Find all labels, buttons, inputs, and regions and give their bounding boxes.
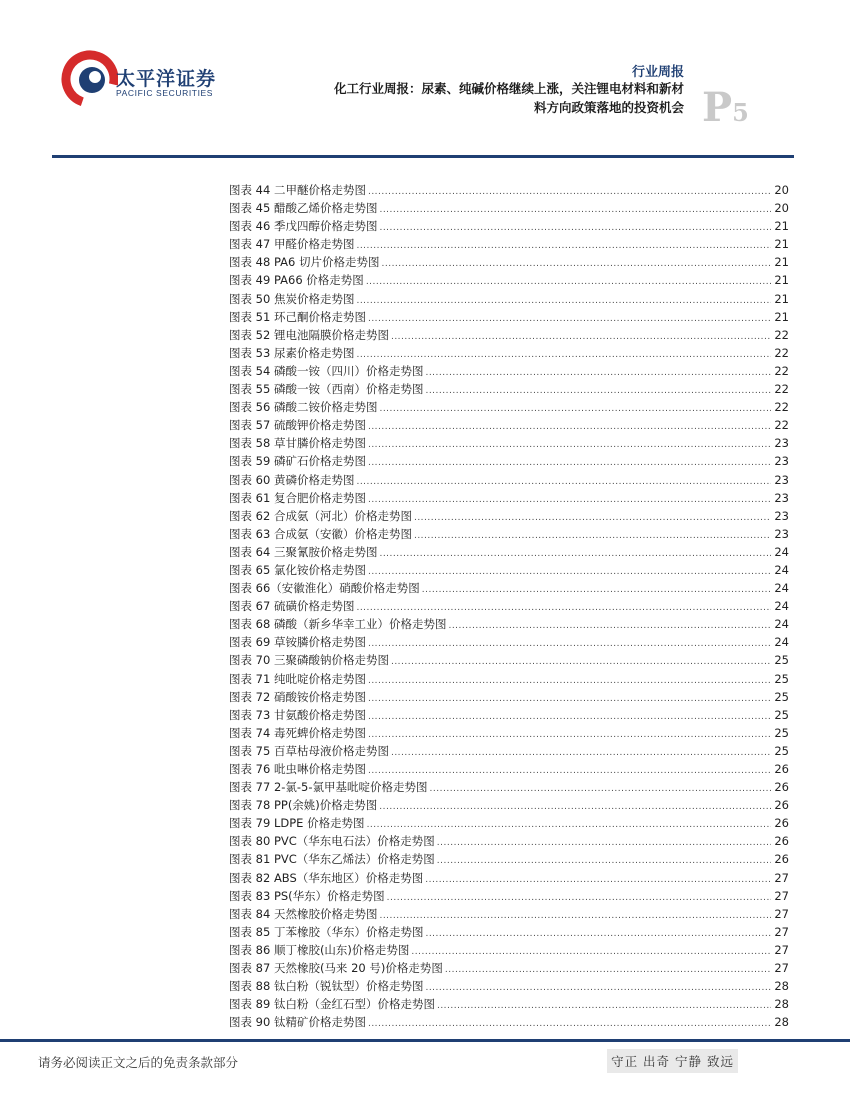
toc-entry[interactable] bbox=[229, 218, 789, 236]
toc-entry-page: 22 bbox=[774, 327, 789, 342]
toc-entry[interactable] bbox=[229, 291, 789, 309]
toc-leader-dots bbox=[368, 440, 771, 450]
header-divider bbox=[52, 155, 794, 158]
toc-entry-page: 22 bbox=[774, 382, 789, 397]
toc-entry-page: 23 bbox=[774, 526, 789, 541]
toc-entry-page: 23 bbox=[774, 490, 789, 505]
toc-leader-dots bbox=[367, 820, 771, 830]
toc-leader-dots bbox=[425, 368, 771, 378]
toc-entry-page: 24 bbox=[774, 581, 789, 596]
toc-entry-page: 22 bbox=[774, 400, 789, 415]
page-number bbox=[702, 84, 749, 131]
report-title bbox=[224, 79, 684, 117]
toc-entry-label: 图表 61 复合肥价格走势图 bbox=[229, 490, 366, 505]
toc-entry-page: 27 bbox=[774, 942, 789, 957]
toc-entry[interactable] bbox=[229, 598, 789, 616]
toc-entry-label: 图表 76 吡虫啉价格走势图 bbox=[229, 762, 366, 776]
toc-entry[interactable] bbox=[229, 689, 789, 707]
logo-mark-icon bbox=[58, 44, 118, 114]
toc-entry-label: 图表 64 三聚氰胺价格走势图 bbox=[229, 544, 378, 559]
toc-entry[interactable] bbox=[229, 797, 789, 815]
toc-entry-page: 24 bbox=[774, 635, 789, 650]
toc-entry-label: 图表 48 PA6 切片价格走势图 bbox=[229, 255, 380, 270]
toc-entry[interactable] bbox=[229, 562, 789, 580]
toc-entry-page: 23 bbox=[774, 436, 789, 451]
toc-leader-dots bbox=[414, 531, 771, 541]
toc-entry-page: 25 bbox=[774, 689, 789, 704]
toc-entry-label: 图表 59 磷矿石价格走势图 bbox=[229, 454, 366, 469]
report-title-line2: 料方向政策落地的投资机会 bbox=[533, 100, 684, 115]
toc-entry-page: 21 bbox=[774, 291, 789, 306]
footer-disclaimer: 请务必阅读正文之后的免责条款部分 bbox=[38, 1055, 239, 1070]
toc-entry-page: 26 bbox=[774, 798, 789, 813]
toc-entry[interactable] bbox=[229, 761, 789, 779]
toc-entry-label: 图表 52 锂电池隔膜价格走势图 bbox=[229, 327, 389, 342]
toc-entry-label: 图表 68 磷酸（新乡华幸工业）价格走势图 bbox=[229, 617, 447, 632]
toc-entry[interactable] bbox=[229, 417, 789, 435]
toc-leader-dots bbox=[356, 296, 771, 306]
toc-entry[interactable] bbox=[229, 960, 789, 978]
toc-entry[interactable] bbox=[229, 870, 789, 888]
toc-leader-dots bbox=[391, 332, 771, 342]
toc-leader-dots bbox=[437, 838, 771, 848]
toc-entry-label: 图表 49 PA66 价格走势图 bbox=[229, 273, 364, 288]
toc-leader-dots bbox=[391, 657, 771, 667]
toc-leader-dots bbox=[379, 549, 771, 559]
toc-entry[interactable] bbox=[229, 544, 789, 562]
toc-leader-dots bbox=[368, 422, 771, 432]
toc-entry[interactable] bbox=[229, 833, 789, 851]
toc-entry-page: 21 bbox=[774, 255, 789, 270]
toc-entry-label: 图表 51 环己酮价格走势图 bbox=[229, 309, 366, 324]
toc-entry-page: 27 bbox=[774, 961, 789, 976]
toc-entry[interactable] bbox=[229, 254, 789, 272]
toc-entry-label: 图表 87 天然橡胶(马来 20 号)价格走势图 bbox=[229, 961, 443, 976]
toc-entry-label: 图表 70 三聚磷酸钠价格走势图 bbox=[229, 653, 389, 668]
toc-leader-dots bbox=[368, 694, 771, 704]
toc-entry[interactable] bbox=[229, 851, 789, 869]
toc-entry-page: 26 bbox=[774, 762, 789, 776]
toc-leader-dots bbox=[437, 1001, 771, 1011]
toc-entry-label: 图表 85 丁苯橡胶（华东）价格走势图 bbox=[229, 924, 424, 939]
toc-leader-dots bbox=[448, 621, 771, 631]
toc-entry-page: 24 bbox=[774, 544, 789, 559]
toc-entry-label: 图表 72 硝酸铵价格走势图 bbox=[229, 689, 366, 704]
toc-entry-label: 图表 90 钛精矿价格走势图 bbox=[229, 1015, 366, 1030]
toc-entry[interactable] bbox=[229, 399, 789, 417]
toc-entry-page: 28 bbox=[774, 1015, 789, 1030]
toc-entry-label: 图表 89 钛白粉（金红石型）价格走势图 bbox=[229, 997, 435, 1012]
toc-entry-label: 图表 84 天然橡胶价格走势图 bbox=[229, 906, 378, 921]
toc-leader-dots bbox=[356, 603, 771, 613]
toc-entry[interactable] bbox=[229, 182, 789, 200]
toc-entry-page: 26 bbox=[774, 816, 789, 831]
toc-leader-dots bbox=[414, 513, 771, 523]
toc-entry-page: 28 bbox=[774, 997, 789, 1012]
toc-entry-page: 25 bbox=[774, 653, 789, 668]
toc-entry-label: 图表 46 季戊四醇价格走势图 bbox=[229, 219, 378, 234]
toc-entry-label: 图表 88 钛白粉（锐钛型）价格走势图 bbox=[229, 979, 424, 994]
toc-entry-label: 图表 83 PS(华东）价格走势图 bbox=[229, 888, 385, 903]
toc-entry-page: 25 bbox=[774, 671, 789, 686]
toc-entry-label: 图表 57 硫酸钾价格走势图 bbox=[229, 418, 366, 433]
toc-entry[interactable] bbox=[229, 453, 789, 471]
toc-entry[interactable] bbox=[229, 634, 789, 652]
toc-leader-dots bbox=[430, 784, 771, 794]
figure-list bbox=[229, 182, 789, 1032]
toc-entry[interactable] bbox=[229, 815, 789, 833]
toc-entry[interactable] bbox=[229, 996, 789, 1014]
toc-leader-dots bbox=[425, 386, 771, 396]
toc-leader-dots bbox=[391, 748, 771, 758]
report-type: 行业周报 bbox=[631, 65, 684, 80]
toc-leader-dots bbox=[356, 241, 771, 251]
toc-entry-page: 20 bbox=[774, 183, 789, 197]
toc-entry-label: 图表 78 PP(余姚)价格走势图 bbox=[229, 798, 378, 813]
toc-entry[interactable] bbox=[229, 616, 789, 634]
toc-leader-dots bbox=[368, 187, 771, 197]
toc-entry[interactable] bbox=[229, 381, 789, 399]
toc-entry-page: 21 bbox=[774, 219, 789, 234]
toc-leader-dots bbox=[368, 458, 771, 468]
toc-entry-label: 图表 56 磷酸二铵价格走势图 bbox=[229, 400, 378, 415]
toc-entry[interactable] bbox=[229, 924, 789, 942]
toc-leader-dots bbox=[379, 404, 771, 414]
toc-entry-page: 24 bbox=[774, 599, 789, 614]
toc-entry-label: 图表 86 顺丁橡胶(山东)价格走势图 bbox=[229, 942, 410, 957]
toc-entry-label: 图表 80 PVC（华东电石法）价格走势图 bbox=[229, 834, 435, 849]
toc-leader-dots bbox=[387, 893, 771, 903]
toc-leader-dots bbox=[379, 223, 771, 233]
toc-entry[interactable] bbox=[229, 707, 789, 725]
toc-entry-label: 图表 47 甲醛价格走势图 bbox=[229, 237, 355, 252]
footer-motto: 守正 出奇 宁静 致远 bbox=[607, 1049, 738, 1073]
toc-leader-dots bbox=[368, 1019, 771, 1029]
toc-entry[interactable] bbox=[229, 888, 789, 906]
toc-entry-page: 26 bbox=[774, 834, 789, 849]
page-number-value: 5 bbox=[732, 98, 749, 127]
toc-entry-label: 图表 69 草铵膦价格走势图 bbox=[229, 635, 366, 650]
toc-entry[interactable] bbox=[229, 942, 789, 960]
toc-entry-page: 25 bbox=[774, 707, 789, 722]
toc-leader-dots bbox=[425, 875, 771, 885]
toc-entry-page: 22 bbox=[774, 345, 789, 360]
toc-entry-page: 25 bbox=[774, 725, 789, 740]
toc-entry-page: 21 bbox=[774, 273, 789, 288]
toc-entry[interactable] bbox=[229, 236, 789, 254]
report-title-line1: 化工行业周报：尿素、纯碱价格继续上涨，关注锂电材料和新材 bbox=[333, 81, 684, 96]
toc-entry-label: 图表 65 氯化铵价格走势图 bbox=[229, 562, 366, 577]
toc-entry[interactable] bbox=[229, 435, 789, 453]
toc-leader-dots bbox=[422, 585, 771, 595]
toc-entry-page: 22 bbox=[774, 418, 789, 433]
toc-entry[interactable] bbox=[229, 779, 789, 797]
toc-leader-dots bbox=[368, 314, 771, 324]
toc-entry[interactable] bbox=[229, 309, 789, 327]
toc-leader-dots bbox=[381, 259, 771, 269]
toc-entry-label: 图表 77 2-氯-5-氯甲基吡啶价格走势图 bbox=[229, 780, 428, 795]
toc-entry-label: 图表 55 磷酸一铵（西南）价格走势图 bbox=[229, 382, 424, 397]
toc-entry[interactable] bbox=[229, 526, 789, 544]
toc-entry-label: 图表 74 毒死蜱价格走势图 bbox=[229, 725, 366, 740]
toc-entry[interactable] bbox=[229, 200, 789, 218]
toc-entry-page: 28 bbox=[774, 979, 789, 994]
toc-leader-dots bbox=[445, 965, 771, 975]
toc-entry-label: 图表 62 合成氨（河北）价格走势图 bbox=[229, 508, 412, 523]
toc-entry-label: 图表 75 百草枯母液价格走势图 bbox=[229, 743, 389, 758]
toc-entry[interactable] bbox=[229, 508, 789, 526]
toc-entry-page: 23 bbox=[774, 508, 789, 523]
toc-entry[interactable] bbox=[229, 363, 789, 381]
toc-entry[interactable] bbox=[229, 1014, 789, 1032]
toc-entry[interactable] bbox=[229, 743, 789, 761]
toc-entry[interactable] bbox=[229, 652, 789, 670]
toc-entry-page: 26 bbox=[774, 780, 789, 795]
toc-entry-page: 24 bbox=[774, 562, 789, 577]
toc-entry-label: 图表 67 硫磺价格走势图 bbox=[229, 599, 355, 614]
toc-leader-dots bbox=[425, 983, 771, 993]
toc-entry-label: 图表 50 焦炭价格走势图 bbox=[229, 291, 355, 306]
toc-entry[interactable] bbox=[229, 472, 789, 490]
toc-leader-dots bbox=[425, 929, 771, 939]
toc-entry-page: 23 bbox=[774, 472, 789, 487]
toc-leader-dots bbox=[368, 766, 771, 776]
toc-entry-page: 20 bbox=[774, 201, 789, 216]
toc-leader-dots bbox=[411, 947, 771, 957]
toc-entry[interactable] bbox=[229, 906, 789, 924]
page-number-prefix: P bbox=[702, 84, 733, 131]
toc-entry-label: 图表 53 尿素价格走势图 bbox=[229, 345, 355, 360]
toc-entry-label: 图表 73 甘氨酸价格走势图 bbox=[229, 707, 366, 722]
toc-entry-label: 图表 79 LDPE 价格走势图 bbox=[229, 816, 365, 831]
toc-entry[interactable] bbox=[229, 272, 789, 290]
toc-entry-label: 图表 60 黄磷价格走势图 bbox=[229, 472, 355, 487]
toc-entry[interactable] bbox=[229, 327, 789, 345]
toc-leader-dots bbox=[379, 205, 771, 215]
toc-entry-label: 图表 82 ABS（华东地区）价格走势图 bbox=[229, 870, 424, 885]
toc-entry-label: 图表 71 纯吡啶价格走势图 bbox=[229, 671, 366, 686]
toc-entry-page: 21 bbox=[774, 309, 789, 324]
toc-entry-page: 24 bbox=[774, 617, 789, 632]
toc-entry[interactable] bbox=[229, 725, 789, 743]
toc-entry[interactable] bbox=[229, 490, 789, 508]
toc-entry-page: 27 bbox=[774, 888, 789, 903]
toc-entry[interactable] bbox=[229, 671, 789, 689]
toc-entry-label: 图表 45 醋酸乙烯价格走势图 bbox=[229, 201, 378, 216]
toc-entry[interactable] bbox=[229, 978, 789, 996]
toc-entry-page: 21 bbox=[774, 237, 789, 252]
toc-leader-dots bbox=[379, 802, 771, 812]
toc-leader-dots bbox=[366, 277, 771, 287]
footer-divider bbox=[0, 1039, 850, 1042]
toc-entry-label: 图表 54 磷酸一铵（四川）价格走势图 bbox=[229, 363, 424, 378]
toc-entry-page: 23 bbox=[774, 454, 789, 469]
toc-entry-page: 22 bbox=[774, 363, 789, 378]
toc-leader-dots bbox=[368, 495, 771, 505]
toc-entry-page: 26 bbox=[774, 852, 789, 867]
toc-entry[interactable] bbox=[229, 580, 789, 598]
toc-leader-dots bbox=[368, 639, 771, 649]
brand-name-cn: 太平洋证券 bbox=[116, 68, 217, 90]
toc-entry-label: 图表 81 PVC（华东乙烯法）价格走势图 bbox=[229, 852, 435, 867]
toc-entry-page: 27 bbox=[774, 924, 789, 939]
toc-leader-dots bbox=[368, 712, 771, 722]
toc-leader-dots bbox=[368, 676, 771, 686]
toc-entry-page: 25 bbox=[774, 743, 789, 758]
toc-entry-label: 图表 66（安徽淮化）硝酸价格走势图 bbox=[229, 581, 420, 596]
toc-entry-label: 图表 63 合成氨（安徽）价格走势图 bbox=[229, 526, 412, 541]
toc-entry-page: 27 bbox=[774, 906, 789, 921]
toc-entry[interactable] bbox=[229, 345, 789, 363]
toc-entry-label: 图表 58 草甘膦价格走势图 bbox=[229, 436, 366, 451]
toc-leader-dots bbox=[437, 856, 771, 866]
brand-name-en: PACIFIC SECURITIES bbox=[116, 88, 214, 98]
toc-leader-dots bbox=[368, 730, 771, 740]
toc-entry-page: 27 bbox=[774, 870, 789, 885]
toc-leader-dots bbox=[356, 477, 771, 487]
toc-entry-label: 图表 44 二甲醚价格走势图 bbox=[229, 183, 366, 197]
toc-leader-dots bbox=[379, 911, 771, 921]
toc-leader-dots bbox=[368, 567, 771, 577]
toc-leader-dots bbox=[356, 350, 771, 360]
